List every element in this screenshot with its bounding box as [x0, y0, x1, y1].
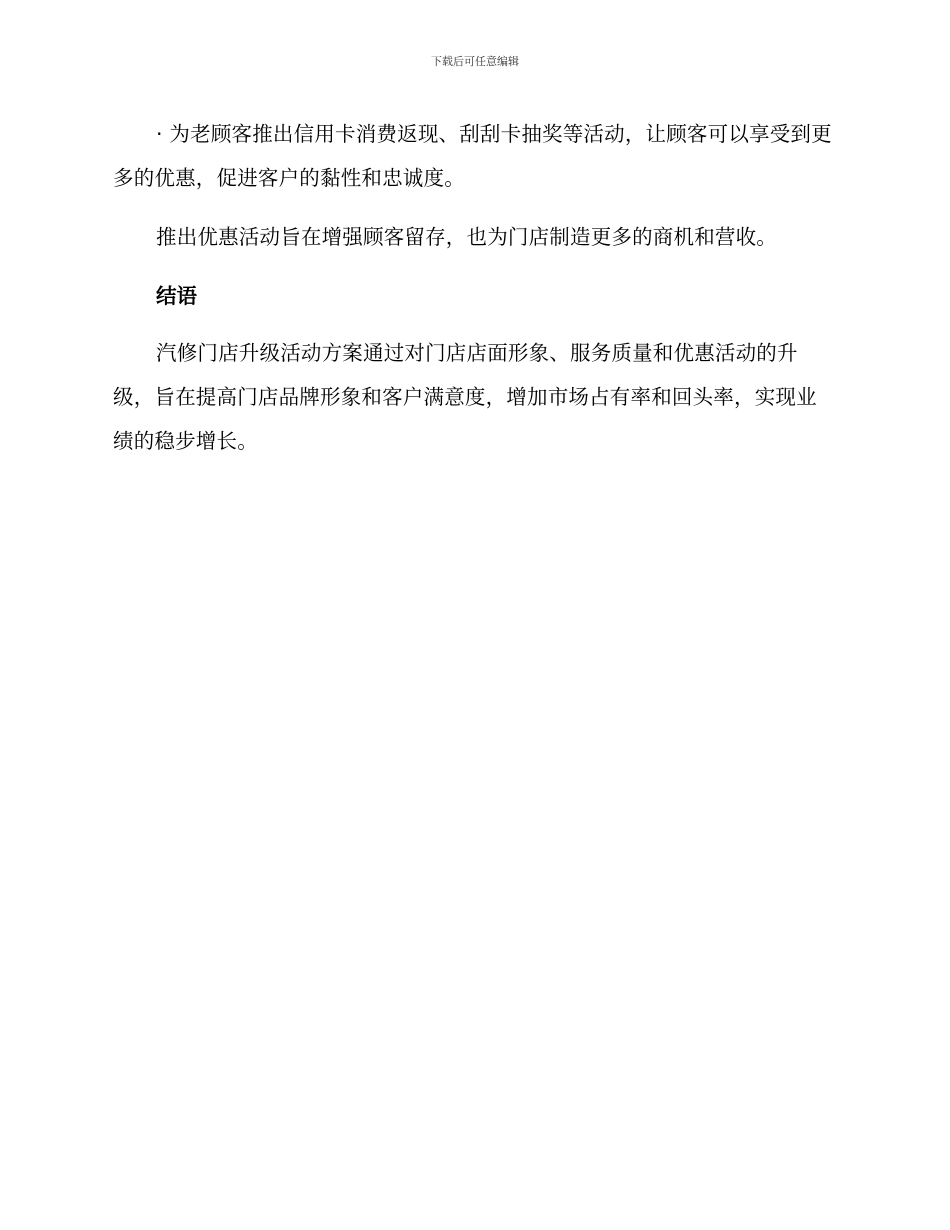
paragraph-conclusion: 汽修门店升级活动方案通过对门店店面形象、服务质量和优惠活动的升级，旨在提高门店品牌形象和客户满意度，增加市场占有率和回头率，实现业绩的稳步增长。 [113, 341, 817, 453]
paragraph-promotion-details: · 为老顾客推出信用卡消费返现、刮刮卡抽奖等活动，让顾客可以享受到更多的优惠，促进客户的黏性和忠诚度。 [113, 122, 832, 190]
paragraph-promotion-summary: 推出优惠活动旨在增强顾客留存，也为门店制造更多的商机和营收。 [156, 225, 777, 249]
section-heading-conclusion: 结语 [156, 284, 197, 308]
page-header: 下载后可任意编辑 [431, 55, 519, 68]
document-body [113, 112, 837, 478]
